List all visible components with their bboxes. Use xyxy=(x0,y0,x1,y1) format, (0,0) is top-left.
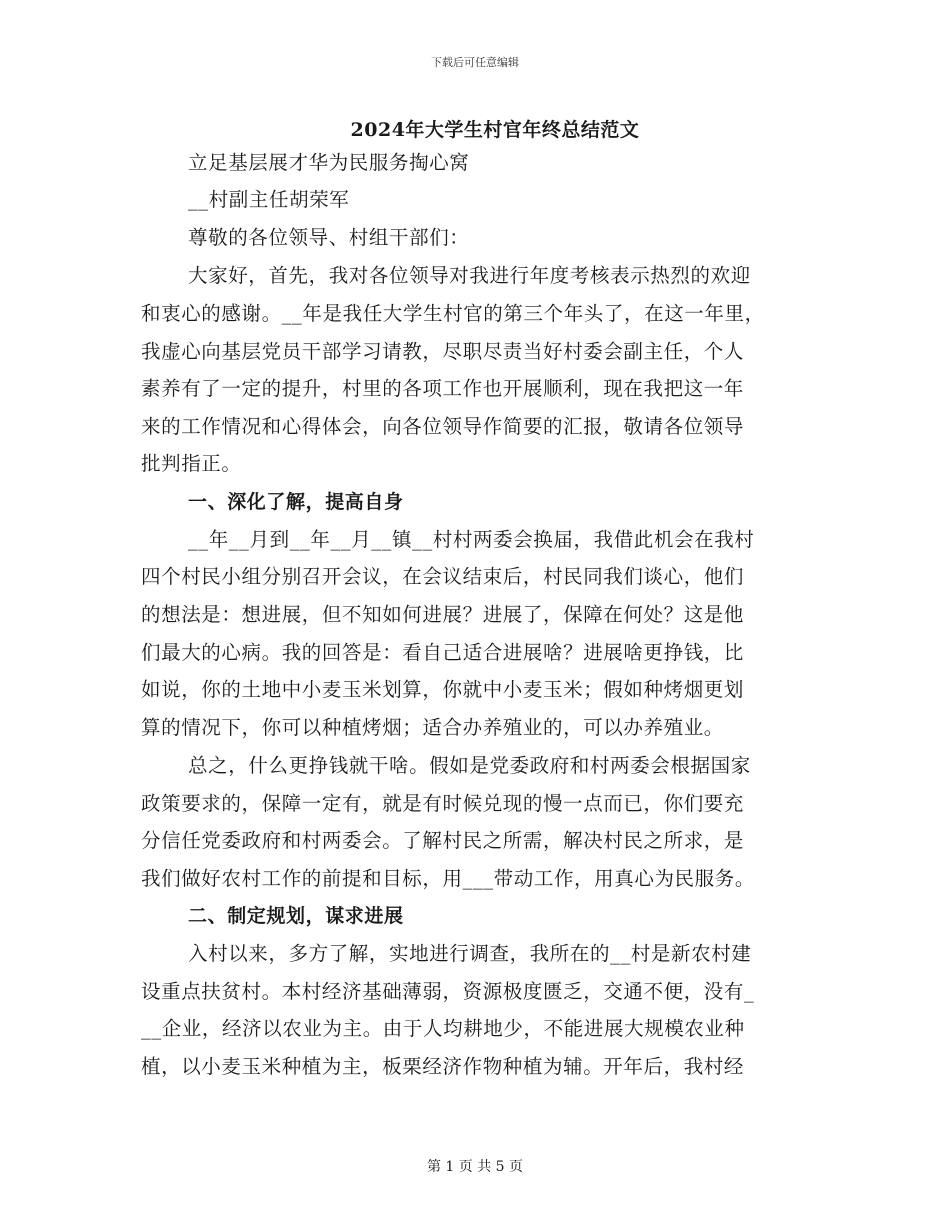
paragraph-line: 总之，什么更挣钱就干啥。假如是党委政府和村两委会根据国家 xyxy=(188,754,751,777)
paragraph-line: __年__月到__年__月__镇__村村两委会换届，我借此机会在我村 xyxy=(188,528,755,551)
page-header-note: 下载后可任意编辑 xyxy=(431,56,519,69)
author-line: __村副主任胡荣军 xyxy=(188,188,350,211)
section-heading-2: 二、制定规划，谋求进展 xyxy=(188,905,404,927)
paragraph-line: 大家好，首先，我对各位领导对我进行年度考核表示热烈的欢迎 xyxy=(188,264,751,287)
paragraph-line: 政策要求的，保障一定有，就是有时候兑现的慢一点而已，你们要充 xyxy=(141,792,745,815)
salutation-line: 尊敬的各位领导、村组干部们： xyxy=(188,226,470,249)
paragraph-line: 我们做好农村工作的前提和目标，用___带动工作，用真心为民服务。 xyxy=(141,867,755,890)
subtitle-line: 立足基层展才华为民服务掏心窝 xyxy=(188,151,470,174)
page-number-footer: 第 1 页 共 5 页 xyxy=(426,1159,524,1175)
paragraph-line: 的想法是：想进展，但不知如何进展？进展了，保障在何处？这是他 xyxy=(141,603,745,626)
paragraph-line: 入村以来，多方了解，实地进行调查，我所在的__村是新农村建 xyxy=(188,942,752,965)
section-heading-1: 一、深化了解，提高自身 xyxy=(188,491,404,513)
paragraph-line: 四个村民小组分别召开会议，在会议结束后，村民同我们谈心，他们 xyxy=(141,565,745,588)
paragraph-line: 来的工作情况和心得体会，向各位领导作简要的汇报，敬请各位领导 xyxy=(141,415,745,438)
paragraph-line: 素养有了一定的提升，村里的各项工作也开展顺利，现在我把这一年 xyxy=(141,377,745,400)
paragraph-line: 算的情况下，你可以种植烤烟；适合办养殖业的，可以办养殖业。 xyxy=(141,716,724,739)
document-title: 2024年大学生村官年终总结范文 xyxy=(350,119,640,141)
paragraph-line: 和衷心的感谢。__年是我任大学生村官的第三个年头了，在这一年里， xyxy=(141,302,765,325)
paragraph-line: 设重点扶贫村。本村经济基础薄弱，资源极度匮乏，交通不便，没有_ xyxy=(141,980,755,1003)
paragraph-line: 如说，你的土地中小麦玉米划算，你就中小麦玉米；假如种烤烟更划 xyxy=(141,678,745,701)
paragraph-line: 分信任党委政府和村两委会。了解村民之所需，解决村民之所求，是 xyxy=(141,829,745,852)
paragraph-line: 批判指正。 xyxy=(141,452,242,475)
paragraph-line: 们最大的心病。我的回答是：看自己适合进展啥？进展啥更挣钱，比 xyxy=(141,641,745,664)
paragraph-line: 植，以小麦玉米种植为主，板栗经济作物种植为辅。开年后，我村经 xyxy=(141,1055,745,1078)
paragraph-line: __企业，经济以农业为主。由于人均耕地少，不能进展大规模农业种 xyxy=(141,1017,745,1040)
paragraph-line: 我虚心向基层党员干部学习请教，尽职尽责当好村委会副主任，个人 xyxy=(141,340,745,363)
